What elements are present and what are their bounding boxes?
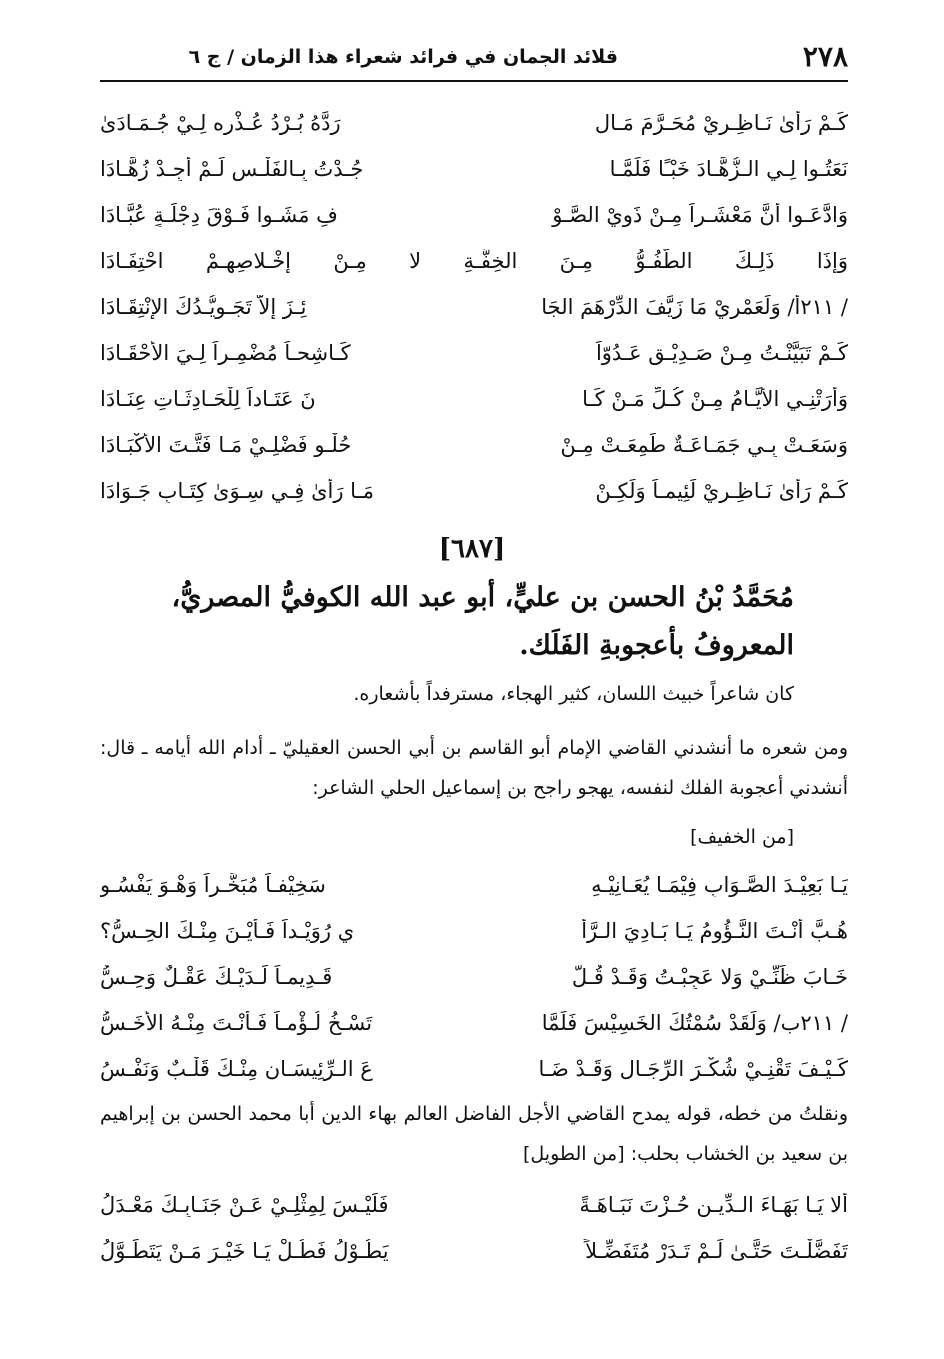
verse <box>100 146 848 192</box>
verse-second-hemistich: نَ عَتَـاداً لِلْحَـادِثَـاتِ عِنَـادَا <box>100 387 316 411</box>
entry-number: [٦٨٧] <box>438 534 506 564</box>
verse-second-hemistich: فَلَيْـسَ لِمِثْلِـيْ عَـنْ جَنَـابِـكَ مَعْـدَلُ <box>100 1193 389 1217</box>
verse-second-hemistich: ئِـزَ إِلاَّ تَجَـوِيُّـدُكَ الإِنْتِقَـادَا <box>100 295 307 319</box>
verse-first-hemistich: وَأَرَتْنِـي الأَيَّـامُ مِـنْ كُـلِّ مَـنْ كَـا <box>582 387 848 411</box>
verse-first-hemistich: وَادَّعَـوا أَنَّ مَعْشَـراً مِـنْ ذَوِيْ الصَّـوْ <box>552 203 848 227</box>
verse-second-hemistich: عَ الـرِّئِيسَـانِ مِنْـكَ قَلْـبٌ وَنَفْـسُ <box>100 1057 373 1081</box>
verse-second-hemistich: يَطُـوْلُ فَطُـلْ يَـا خَيْـرَ مَـنْ يَتَطَـوَّلُ <box>100 1239 389 1263</box>
verse <box>100 862 848 908</box>
verse-first-hemistich: أَلا يَـا بَهَـاءَ الـدِّيـنِ حُـزْتَ نَبَـاهَـةً <box>579 1193 848 1217</box>
passage-intro-text: ونقلتُ من خطه، قوله يمدح القاضي الأجل الفاضل العالم بهاء الدين أبا محمد الحسن بن إبراهيم بن سعيد بن الخشاب بحلب: <box>100 1103 848 1165</box>
poem-block-3 <box>100 1182 848 1274</box>
page-number: ٢٧٨ <box>802 40 848 73</box>
verse-first-hemistich: كَـمْ رَأَىٰ نَـاظِـرِيْ مُحَـرَّمَ مَـال <box>594 111 848 135</box>
page-header <box>100 40 848 82</box>
verse-first-hemistich: / ٢١١ب/ وَلَقَدْ سُمْتُكَ الخَسِيْسَ فَلَمَّا <box>541 1011 848 1035</box>
verse <box>100 376 848 422</box>
verse-first-hemistich: هُـبَّ أَنْـتَ النَّـؤُومُ يَـا بَـادِيَ الـرَّأْ <box>581 919 848 943</box>
verse-joined-line: وَإِذَا ذَلِـكَ الطَّفُـوُّ مِـنَ الخِفَّـةِ لا مِـنْ إِخْـلاصِهِـمْ احْتِفَـادَا <box>100 249 848 273</box>
verse-first-hemistich: خَـابَ ظَنِّـيْ وَلا عَجِبْـتُ وَقَـدْ قُـلَّ <box>571 965 848 989</box>
entry-biography: كان شاعراً خبيث اللسان، كثير الهجاء، مسترفداً بأشعاره. <box>353 683 794 705</box>
running-title: قلائد الجمان في فرائد شعراء هذا الزمان / ج ٦ <box>188 46 618 68</box>
verse-second-hemistich: جُـدْتُ بِـالفَلْـسِ لَـمْ أَجِـدْ زُهَّـادَا <box>100 157 364 181</box>
entry-heading-line-1: مُحَمَّدُ بْنُ الحسن بن عليٍّ، أبو عبد الله الكوفيُّ المصريُّ، <box>171 582 794 613</box>
verse <box>100 100 848 146</box>
verse <box>100 468 848 514</box>
verse-second-hemistich: سَخِيْفـاً مُبَخَّـراً وَهْـوَ يَفْسُـو <box>100 873 326 897</box>
entry-intro-paragraph: ومن شعره ما أنشدني القاضي الإمام أبو القاسم بن أبي الحسن العقيليّ ـ أدام الله أيامه ـ قال: أنشدني أعجوبة الفلك لنفسه، يهجو راجح بن إسماعيل الحلي الشاعر: <box>100 737 848 799</box>
verse-second-hemistich: قَـدِيمـاً لَـدَيْـكَ عَقْـلٌ وَحِـسُّ <box>100 965 333 989</box>
verse <box>100 422 848 468</box>
verse-second-hemistich: حُلْـوِ فَضْلِـيْ مَـا فَتَّـتَ الأَكْبَـادَا <box>100 433 352 457</box>
meter-label: [من الخفيف] <box>690 826 794 848</box>
verse-first-hemistich: وَسَعَـتْ بِـي جَمَـاعَـةٌ طَمِعَـتْ مِـنْ <box>560 433 848 457</box>
verse <box>100 330 848 376</box>
verse-second-hemistich: يِ رُوَيْـداً فَـأَيْـنَ مِنْـكَ الحِـسُّ؟ <box>100 919 355 943</box>
verse-second-hemistich: رَدَّهُ بُـرْدُ عُـذْرِه لِـيْ جُـمَـادَىٰ <box>100 111 341 135</box>
verse <box>100 1000 848 1046</box>
verse-first-hemistich: يَـا بَعِيْـدَ الصَّـوَابِ فِيْمَـا يُعَـانِيْـهِ <box>591 873 848 897</box>
verse-first-hemistich: كَـيْـفَ تَقْنِـيْ شُكْـرَ الرِّجَـالِ وَقَـدْ ضَـا <box>538 1057 848 1081</box>
verse <box>100 908 848 954</box>
meter-label: [من الطويل] <box>522 1143 625 1165</box>
verse-second-hemistich: تَسْـخُ لُـؤْمـاً فَـأَنْـتَ مِنْـهُ الأَخَـسُّ <box>100 1011 373 1035</box>
verse <box>100 954 848 1000</box>
poem-block-2 <box>100 862 848 1092</box>
verse <box>100 1228 848 1274</box>
verse-first-hemistich: / ٢١١أ/ وَلَعَمْرِيْ مَا زَيَّفَ الدِّرْهَمَ الجَا <box>541 295 848 319</box>
verse-first-hemistich: كَـمْ رَأَىٰ نَـاظِـرِيْ لَئِيمـاً وَلَكِـنْ <box>595 479 848 503</box>
entry-heading <box>96 574 794 670</box>
verse-second-hemistich: فِ مَشَـوا فَـوْقَ دِجْلَـةٍ عُبَّـادَا <box>100 203 338 227</box>
poem-block-1 <box>100 100 848 514</box>
verse <box>100 284 848 330</box>
verse <box>100 1182 848 1228</box>
passage-intro-paragraph <box>100 1094 848 1174</box>
verse-first-hemistich: كَـمْ تَبَيَّنْـتُ مِـنْ صَـدِيْـقٍ عَـدُوّاً <box>595 341 848 365</box>
verse-second-hemistich: كَـاشِحـاً مُضْمِـراً لِـيَ الأَحْقَـادَا <box>100 341 351 365</box>
verse-second-hemistich: مَـا رَأَىٰ فِـي سِـوَىٰ كِتَـابٍ جَـوَادَا <box>100 479 374 503</box>
entry-heading-line-2: المعروفُ بأعجوبةِ الفَلَك. <box>519 630 794 661</box>
verse <box>100 1046 848 1092</box>
verse <box>100 192 848 238</box>
verse-full-line <box>100 238 848 284</box>
verse-first-hemistich: نَعَتُـوا لِـي الـزُّهَّـادَ خَبْـًا فَلَمَّـا <box>609 157 848 181</box>
verse-first-hemistich: تَفَضَّلْـتَ حَتَّـىٰ لَـمْ تَـدَرْ مُتَفَضِّـلاً <box>585 1239 848 1263</box>
